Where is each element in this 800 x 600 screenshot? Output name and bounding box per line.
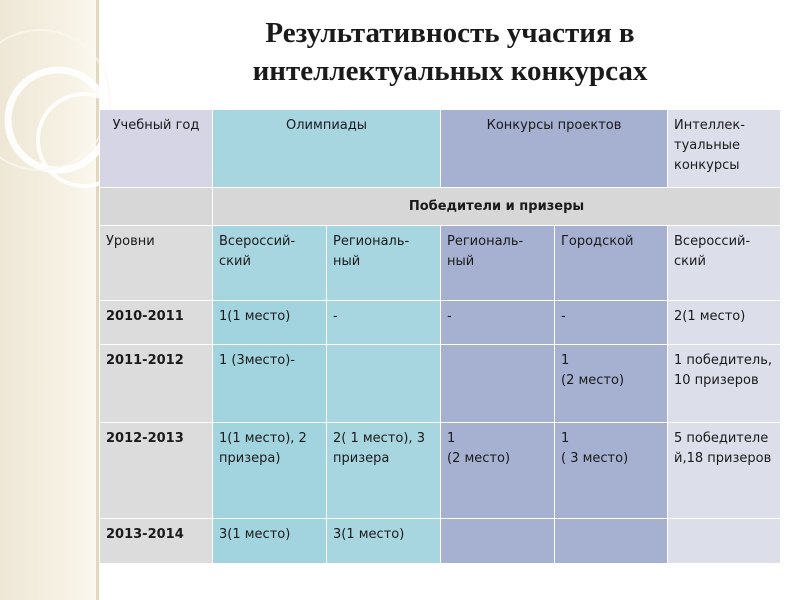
levels-row — [100, 226, 781, 301]
level-cell: Региональ-ный — [327, 226, 441, 301]
table-row — [100, 301, 781, 345]
title-line-2: интеллектуальных конкурсах — [252, 55, 648, 87]
table-cell — [555, 519, 668, 564]
page-title — [150, 14, 750, 90]
header-year: Учебный год — [100, 110, 213, 188]
table-cell: 1(1 место), 2 призера) — [213, 423, 327, 519]
table-cell: 1 (2 место) — [555, 345, 668, 423]
level-cell: Всероссий-ский — [668, 226, 781, 301]
table-cell: - — [327, 301, 441, 345]
subheader-empty-cell — [100, 188, 213, 226]
table-cell: 1 победитель, 10 призеров — [668, 345, 781, 423]
table-row — [100, 519, 781, 564]
table-cell — [668, 519, 781, 564]
row-year: 2012-2013 — [100, 423, 213, 519]
level-cell: Региональ-ный — [441, 226, 555, 301]
table-cell: 2( 1 место), 3 призера — [327, 423, 441, 519]
header-row — [100, 110, 781, 188]
table-cell — [441, 345, 555, 423]
table-cell: 5 победителей,18 призеров — [668, 423, 781, 519]
table-cell: - — [555, 301, 668, 345]
subheader-row — [100, 188, 781, 226]
table-cell: 3(1 место) — [213, 519, 327, 564]
table-cell: 3(1 место) — [327, 519, 441, 564]
results-table — [99, 109, 781, 564]
table-row — [100, 423, 781, 519]
levels-label: Уровни — [100, 226, 213, 301]
table-row — [100, 345, 781, 423]
table-cell: 2(1 место) — [668, 301, 781, 345]
header-olympiads: Олимпиады — [213, 110, 441, 188]
table-cell: - — [441, 301, 555, 345]
table-cell — [441, 519, 555, 564]
table-cell: 1 (3место)- — [213, 345, 327, 423]
table-cell: 1 ( 3 место) — [555, 423, 668, 519]
level-cell: Городской — [555, 226, 668, 301]
row-year: 2013-2014 — [100, 519, 213, 564]
table-cell: 1(1 место) — [213, 301, 327, 345]
level-cell: Всероссий-ский — [213, 226, 327, 301]
header-projects: Конкурсы проектов — [441, 110, 668, 188]
row-year: 2010-2011 — [100, 301, 213, 345]
header-intellectual: Интеллек-туальные конкурсы — [668, 110, 781, 188]
subheader-winners: Победители и призеры — [213, 188, 781, 226]
title-line-1: Результативность участия в — [265, 17, 635, 49]
table-cell — [327, 345, 441, 423]
row-year: 2011-2012 — [100, 345, 213, 423]
table-cell: 1 (2 место) — [441, 423, 555, 519]
